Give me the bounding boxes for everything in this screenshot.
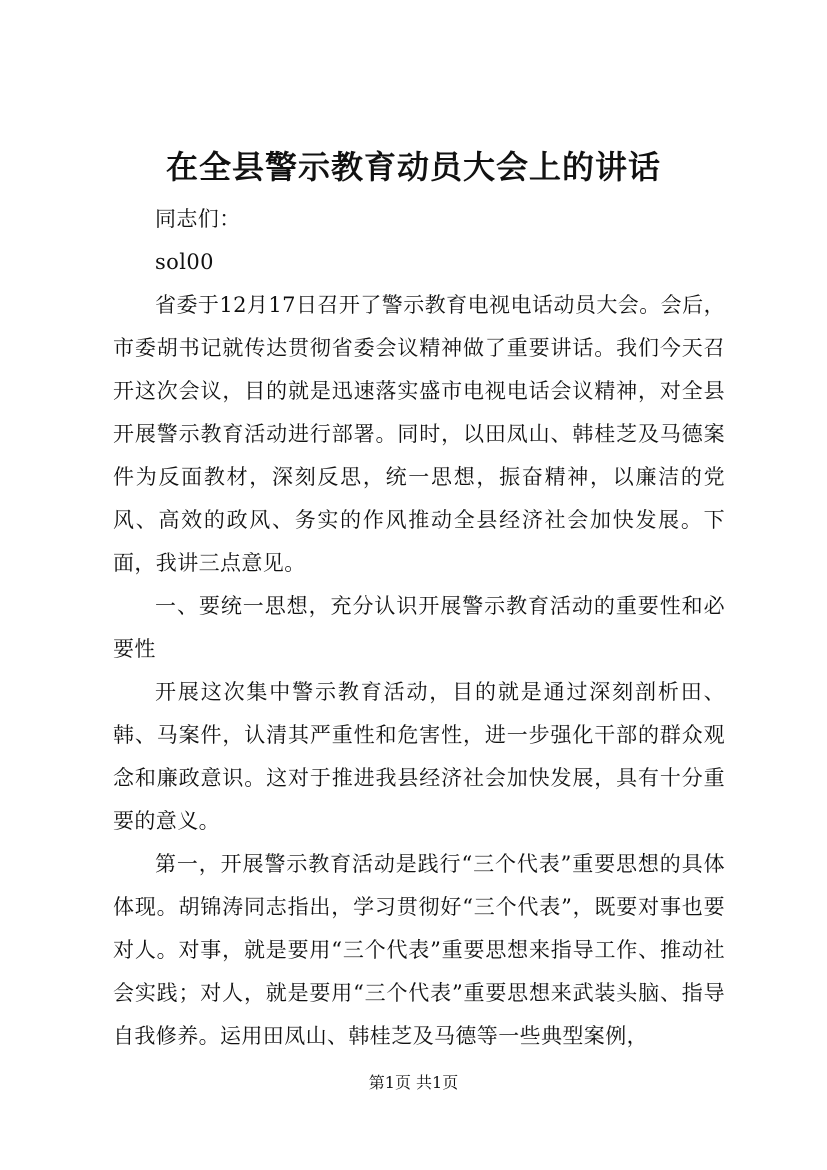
paragraph-purpose: 开展这次集中警示教育活动，目的就是通过深刻剖析田、韩、马案件，认清其严重性和危害性，进一步强化干部的群众观念和廉政意识。这对于推进我县经济社会加快发展，具有十分重要的意义。 [113, 680, 725, 833]
paragraph-code: sol00 [155, 250, 214, 274]
page-footer: 第1页 共1页 [368, 1073, 459, 1092]
section-heading-1: 一、要统一思想，充分认识开展警示教育活动的重要性和必要性 [113, 594, 725, 661]
paragraph-first-point: 第一，开展警示教育活动是践行“三个代表”重要思想的具体体现。胡锦涛同志指出，学习贯彻好“三个代表”，既要对事也要对人。对事，就是要用“三个代表”重要思想来指导工作、推动社会实践；对人，就是要用“三个代表”重要思想来武装头脑、指导自我修养。运用田凤山、韩桂芝及马德等一些典型案例， [113, 852, 725, 1048]
document-body [113, 198, 725, 1058]
paragraph-intro: 省委于12月17日召开了警示教育电视电话动员大会。会后，市委胡书记就传达贯彻省委会议精神做了重要讲话。我们今天召开这次会议，目的就是迅速落实盛市电视电话会议精神，对全县开展警示教育活动进行部署。同时，以田凤山、韩桂芝及马德案件为反面教材，深刻反思，统一思想，振奋精神，以廉洁的党风、高效的政风、务实的作风推动全县经济社会加快发展。下面，我讲三点意见。 [113, 293, 725, 575]
paragraph-salutation: 同志们： [155, 207, 241, 231]
document-title: 在全县警示教育动员大会上的讲话 [165, 148, 661, 186]
